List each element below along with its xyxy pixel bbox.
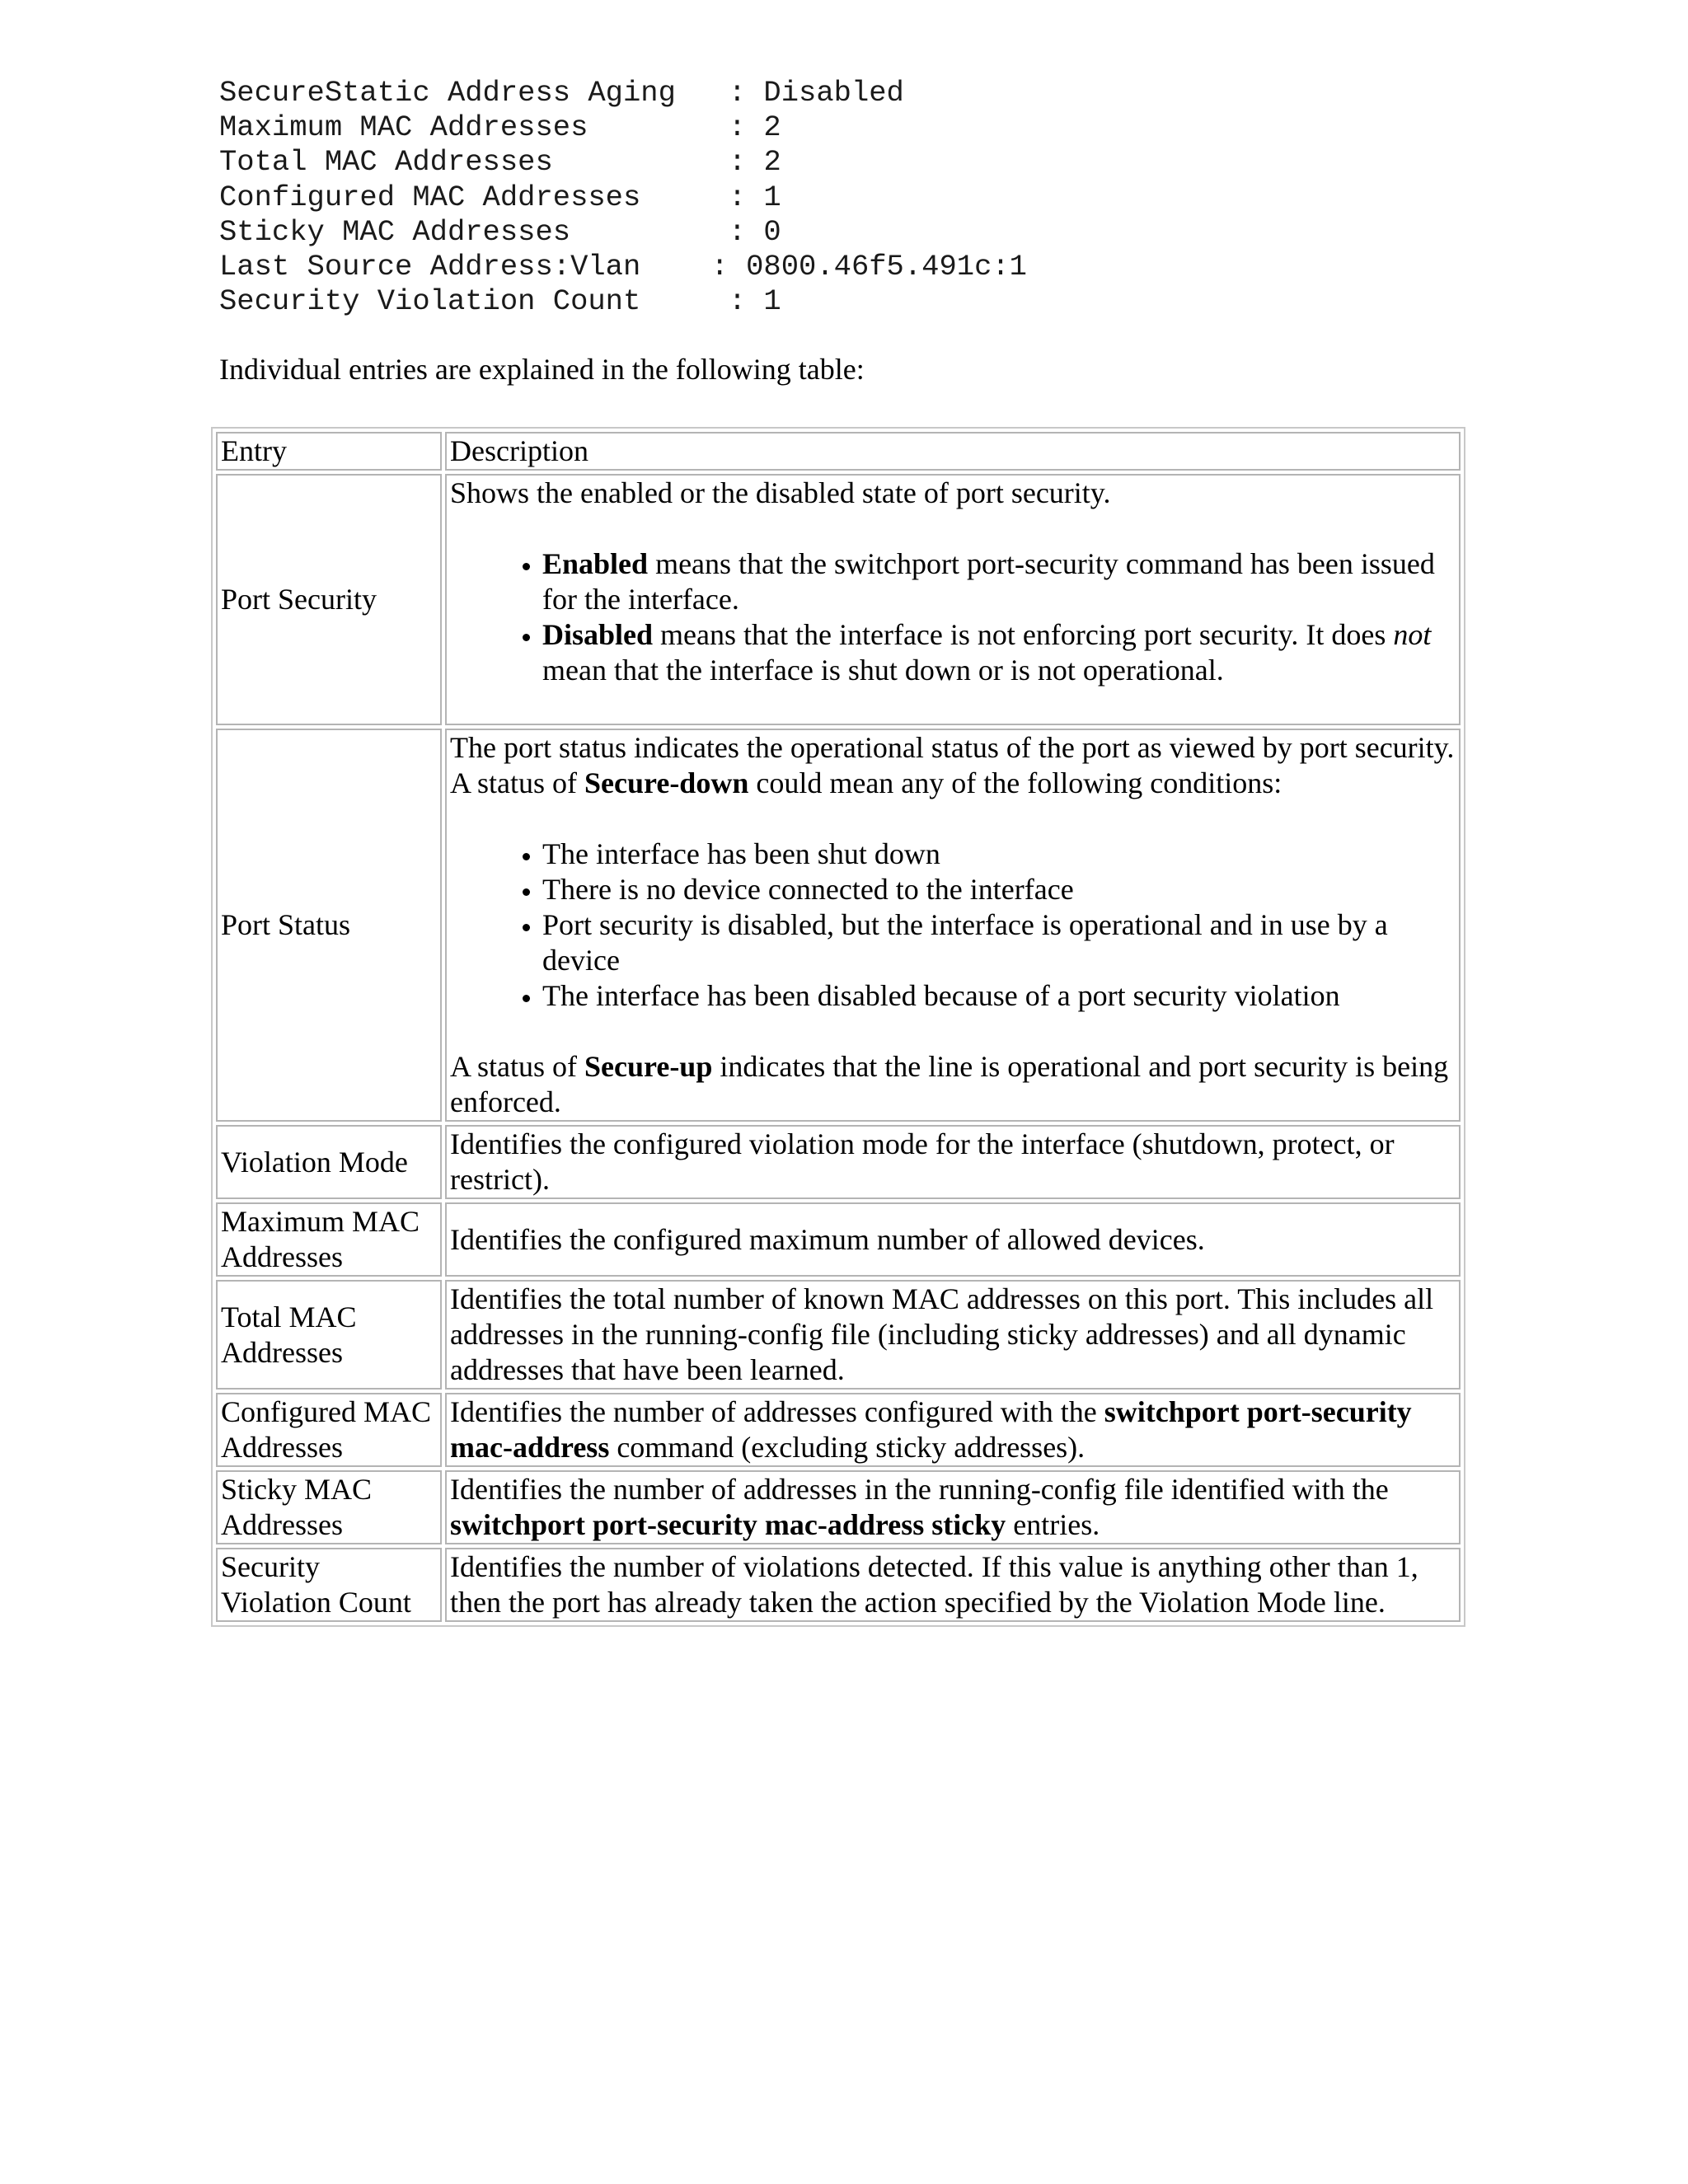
config-line: Configured MAC Addresses : 1: [219, 180, 781, 214]
intro-text: Individual entries are explained in the following table:: [219, 353, 865, 387]
header-description: Description: [445, 432, 1461, 471]
list-item: • Port security is disabled, but the interface is operational and in use by a device: [542, 907, 1456, 978]
table-row: [216, 474, 1461, 725]
description-cell: Identifies the number of addresses in the running-config file identified with the switchport port-security mac-address sticky entries.: [445, 1470, 1461, 1544]
config-output: [219, 76, 1472, 319]
table-row: [216, 1280, 1461, 1390]
entry-cell: Maximum MAC Addresses: [216, 1202, 442, 1277]
list-item: • Enabled means that the switchport port-security command has been issued for the interface.: [542, 546, 1456, 617]
list-item: • The interface has been disabled because of a port security violation: [542, 978, 1456, 1014]
entry-cell: Configured MAC Addresses: [216, 1393, 442, 1467]
term-secure-down: Secure-down: [584, 766, 749, 799]
config-line: Last Source Address:Vlan : 0800.46f5.491c:1: [219, 250, 1027, 284]
config-line: Sticky MAC Addresses : 0: [219, 214, 781, 249]
entry-cell: Sticky MAC Addresses: [216, 1470, 442, 1544]
term-disabled: Disabled: [542, 618, 654, 651]
config-line: Maximum MAC Addresses : 2: [219, 110, 781, 145]
description-cell: Identifies the total number of known MAC addresses on this port. This includes all addresses in the running-config file (including sticky addresses) and all dynamic addresses that have been learned.: [445, 1280, 1461, 1390]
list-item: • There is no device connected to the interface: [542, 872, 1456, 907]
description-cell: Identifies the configured violation mode for the interface (shutdown, protect, or restrict).: [445, 1125, 1461, 1199]
table-row: [216, 1548, 1461, 1622]
config-line: SecureStatic Address Aging : Disabled: [219, 76, 904, 110]
table-header-row: [216, 432, 1461, 471]
description-cell: Identifies the number of violations detected. If this value is anything other than 1, then the port has already taken the action specified by the Violation Mode line.: [445, 1548, 1461, 1622]
list-item: • The interface has been shut down: [542, 837, 1456, 872]
entry-cell: Port Security: [216, 474, 442, 725]
term-secure-up: Secure-up: [584, 1050, 713, 1083]
document-page: [219, 76, 1472, 387]
header-entry: Entry: [216, 432, 442, 471]
list-item: • Disabled means that the interface is not enforcing port security. It does not mean that the interface is shut down or is not operational.: [542, 617, 1456, 688]
description-cell: [445, 729, 1461, 1122]
description-cell: Identifies the configured maximum number of allowed devices.: [445, 1202, 1461, 1277]
table-row: [216, 1202, 1461, 1277]
description-cell: [445, 474, 1461, 725]
table-row: [216, 1125, 1461, 1199]
bullet-list: [450, 546, 1456, 688]
bullet-list: [450, 837, 1456, 1014]
description-cell: Identifies the number of addresses configured with the switchport port-security mac-address command (excluding sticky addresses).: [445, 1393, 1461, 1467]
entry-cell: Port Status: [216, 729, 442, 1122]
config-line: Total MAC Addresses : 2: [219, 145, 781, 180]
entry-cell: Violation Mode: [216, 1125, 442, 1199]
emphasis-not: not: [1393, 618, 1432, 651]
config-line: Security Violation Count : 1: [219, 284, 781, 319]
table-row: [216, 729, 1461, 1122]
entry-cell: Security Violation Count: [216, 1548, 442, 1622]
entry-cell: Total MAC Addresses: [216, 1280, 442, 1390]
description-text: The port status indicates the operational status of the port as viewed by port security. A status of Secure-down could mean any of the following conditions:: [450, 731, 1455, 799]
description-text: A status of Secure-up indicates that the line is operational and port security is being enforced.: [450, 1050, 1449, 1118]
description-text: Shows the enabled or the disabled state of port security.: [450, 476, 1111, 509]
entries-table: [211, 427, 1465, 1627]
table-row: [216, 1470, 1461, 1544]
table-row: [216, 1393, 1461, 1467]
term-enabled: Enabled: [542, 547, 649, 580]
command-text: switchport port-security mac-address: [450, 1395, 1412, 1464]
command-text: switchport port-security mac-address sticky: [450, 1508, 1006, 1541]
